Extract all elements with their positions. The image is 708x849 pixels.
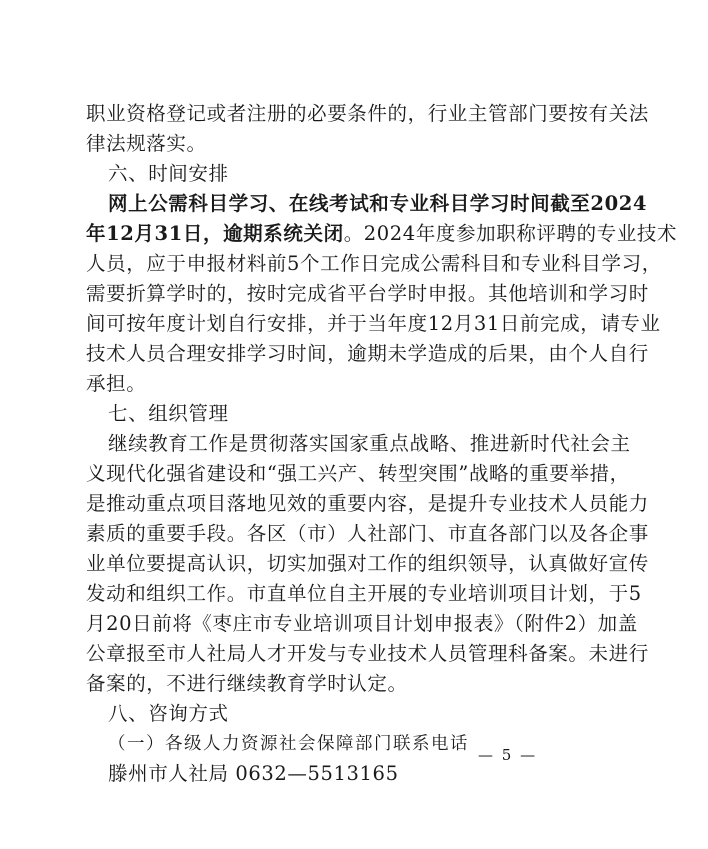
body-text-line: 承担。 bbox=[86, 372, 147, 395]
body-text-line: 公章报至市人社局人才开发与专业技术人员管理科备案。未进行 bbox=[86, 642, 649, 665]
body-text-line-mixed bbox=[0, 220, 686, 248]
body-text-line: 职业资格登记或者注册的必要条件的，行业主管部门要按有关法 bbox=[86, 102, 649, 125]
body-text-line: 义现代化强省建设和“强工兴产、转型突围”战略的重要举措， bbox=[86, 462, 630, 485]
body-text-line: 备案的，不进行继续教育学时认定。 bbox=[86, 672, 408, 695]
body-text-line: 是推动重点项目落地见效的重要内容，是提升专业技术人员能力 bbox=[86, 492, 649, 515]
body-text-span: 。2024年度参加职称评聘的专业技术 bbox=[343, 222, 678, 245]
bold-text-span: 年12月31日，逾期系统关闭 bbox=[86, 222, 344, 245]
body-text-line: 需要折算学时的，按时完成省平台学时申报。其他培训和学习时 bbox=[86, 282, 649, 305]
body-text-line: 发动和组织工作。市直单位自主开展的专业培训项目计划，于5 bbox=[86, 582, 642, 605]
section-heading-schedule: 六、时间安排 bbox=[108, 162, 229, 185]
body-text-line: 业单位要提高认识，切实加强对工作的组织领导，认真做好宣传 bbox=[86, 552, 649, 575]
section-heading-contact: 八、咨询方式 bbox=[108, 702, 229, 725]
body-text-line: 月20日前将《枣庄市专业培训项目计划申报表》（附件2）加盖 bbox=[86, 612, 638, 635]
body-text-line: 律法规落实。 bbox=[86, 132, 207, 155]
body-text-line: 人员，应于申报材料前5个工作日完成公需科目和专业科目学习， bbox=[86, 252, 662, 275]
body-text-line: 继续教育工作是贯彻落实国家重点战略、推进新时代社会主 bbox=[108, 432, 631, 455]
contact-line-tengzhou: 滕州市人社局 0632—5513165 bbox=[108, 762, 399, 785]
body-text-line-bold: 网上公需科目学习、在线考试和专业科目学习时间截至2024 bbox=[108, 192, 648, 215]
page-number: — 5 — bbox=[478, 746, 538, 764]
body-text-line: 素质的重要手段。各区（市）人社部门、市直各部门以及各企事 bbox=[86, 522, 649, 545]
body-text-line: 间可按年度计划自行安排，并于当年度12月31日前完成，请专业 bbox=[86, 312, 661, 335]
body-text-line: 技术人员合理安排学习时间，逾期未学造成的后果，由个人自行 bbox=[86, 342, 649, 365]
subsection-heading-phones: （一）各级人力资源社会保障部门联系电话 bbox=[108, 734, 469, 754]
section-heading-management: 七、组织管理 bbox=[108, 402, 229, 425]
